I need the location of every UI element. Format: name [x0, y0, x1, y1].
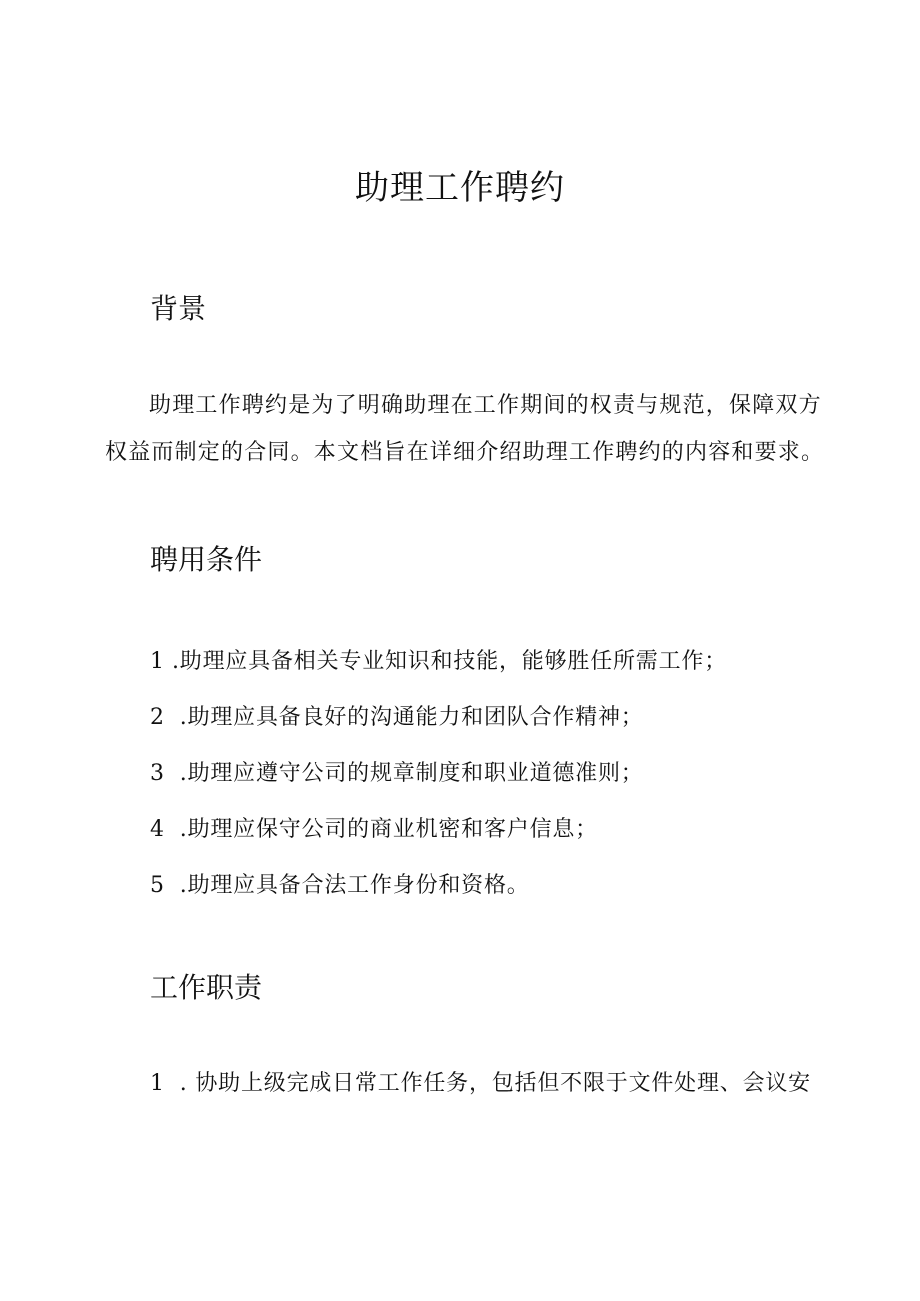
list-item-text: .助理应保守公司的商业机密和客户信息；	[172, 817, 598, 842]
list-item-number: 2	[150, 705, 165, 730]
list-item-number: 3	[150, 761, 165, 786]
background-paragraph-line: 权益而制定的合同。本文档旨在详细介绍助理工作聘约的内容和要求。	[105, 440, 825, 465]
document-title: 助理工作聘约	[355, 168, 565, 208]
list-item-number: 1	[150, 649, 165, 674]
section-heading-conditions: 聘用条件	[150, 543, 263, 576]
list-item-text: .助理应具备相关专业知识和技能，能够胜任所需工作；	[172, 649, 727, 674]
section-heading-duties: 工作职责	[150, 971, 263, 1004]
list-item-number: 4	[150, 817, 165, 842]
conditions-list-item	[150, 756, 850, 812]
section-heading-background: 背景	[150, 292, 207, 325]
background-paragraph-line: 助理工作聘约是为了明确助理在工作期间的权责与规范，保障双方	[149, 393, 822, 418]
conditions-list-item	[150, 700, 850, 756]
list-item-text: .助理应具备合法工作身份和资格。	[172, 873, 530, 898]
conditions-list-item	[150, 644, 850, 700]
list-item-number: 1	[150, 1071, 165, 1096]
list-item-text: . 协助上级完成日常工作任务，包括但不限于文件处理、会议安	[172, 1071, 811, 1096]
conditions-list-item	[150, 812, 850, 868]
list-item-number: 5	[150, 873, 165, 898]
conditions-list	[150, 644, 850, 924]
background-paragraph	[105, 382, 840, 476]
list-item-text: .助理应具备良好的沟通能力和团队合作精神；	[172, 705, 644, 730]
list-item-text: .助理应遵守公司的规章制度和职业道德准则；	[172, 761, 644, 786]
conditions-list-item	[150, 868, 850, 924]
duties-list-item	[150, 1066, 850, 1122]
duties-list	[150, 1066, 850, 1122]
